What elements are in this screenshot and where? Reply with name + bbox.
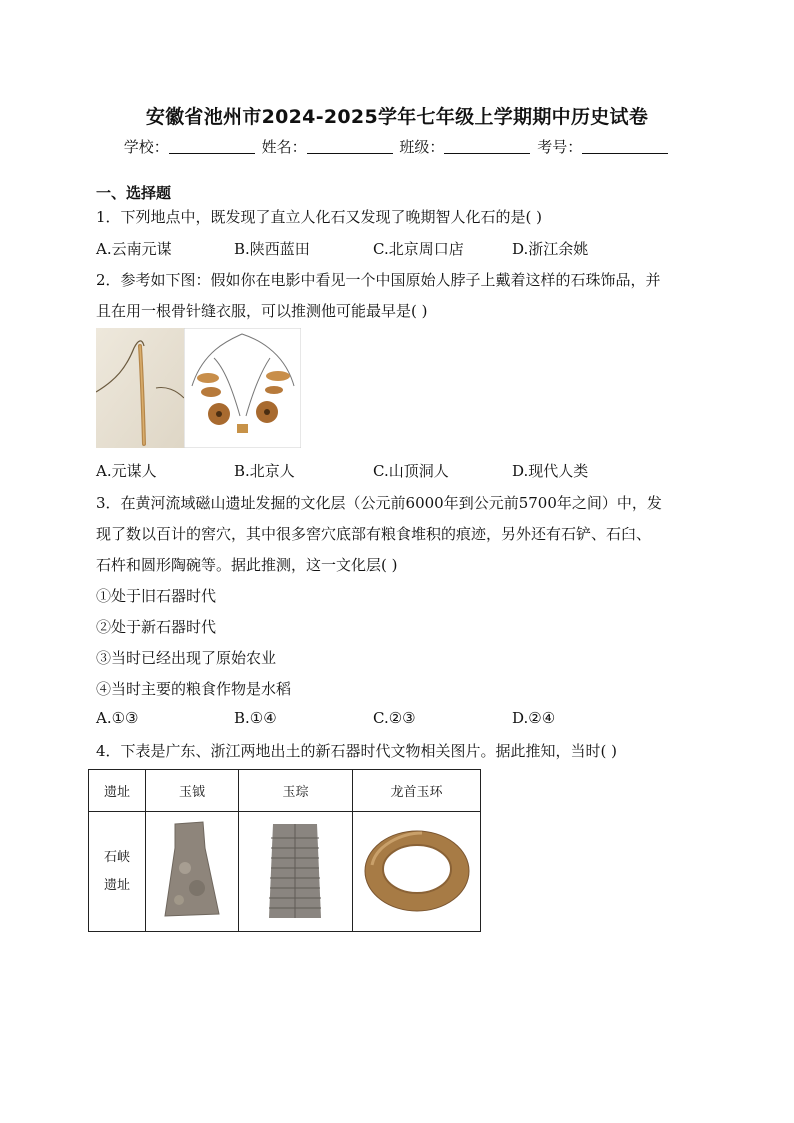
- number-label: 考号：: [537, 138, 583, 156]
- q3-statement-2: ②处于新石器时代: [96, 618, 217, 636]
- site-name-line1: 石峡: [103, 849, 130, 865]
- student-info-line: [0, 136, 794, 157]
- stone-bead-necklace-image: [184, 328, 301, 448]
- relics-table-row: [89, 812, 481, 932]
- jade-cong-image: [257, 818, 335, 922]
- q2-option-b: B.北京人: [234, 462, 295, 480]
- q4-stem: 4．下表是广东、浙江两地出土的新石器时代文物相关图片。据此推知，当时( ): [96, 742, 618, 760]
- header-jade-axe: 玉钺: [146, 770, 239, 812]
- header-site: 遗址: [89, 770, 146, 812]
- dragon-jade-ring-cell: [353, 812, 481, 932]
- school-label: 学校：: [123, 138, 169, 156]
- q3-statement-1: ①处于旧石器时代: [96, 587, 217, 605]
- q3-statement-3: ③当时已经出现了原始农业: [96, 649, 277, 667]
- site-name-cell: [89, 812, 146, 932]
- q2-option-d: D.现代人类: [512, 462, 589, 480]
- number-blank[interactable]: [582, 139, 668, 154]
- q1-option-b: B.陕西蓝田: [234, 240, 310, 258]
- q1-option-c: C.北京周口店: [373, 240, 464, 258]
- q1-option-d: D.浙江余姚: [512, 240, 589, 258]
- jade-cong-cell: [239, 812, 353, 932]
- name-blank[interactable]: [307, 139, 393, 154]
- section-title: 一、选择题: [96, 184, 172, 202]
- name-label: 姓名：: [261, 138, 307, 156]
- q2-stem-line2: 且在用一根骨针缝衣服，可以推测他可能最早是( ): [96, 302, 428, 320]
- q3-stem-line2: 现了数以百计的窖穴，其中很多窖穴底部有粮食堆积的痕迹，另外还有石铲、石臼、: [96, 525, 652, 543]
- dragon-jade-ring-image: [362, 825, 472, 915]
- jade-axe-cell: [146, 812, 239, 932]
- header-dragon-jade-ring: 龙首玉环: [353, 770, 481, 812]
- q2-stem-line1: 2．参考如下图：假如你在电影中看见一个中国原始人脖子上戴着这样的石珠饰品，并: [96, 271, 661, 289]
- q2-option-c: C.山顶洞人: [373, 462, 449, 480]
- q3-statement-4: ④当时主要的粮食作物是水稻: [96, 680, 292, 698]
- q3-option-b: B.①④: [234, 709, 277, 727]
- class-label: 班级：: [399, 138, 445, 156]
- jade-axe-image: [157, 818, 227, 922]
- q2-option-a: A.元谋人: [96, 462, 157, 480]
- site-name-line2: 遗址: [103, 877, 130, 893]
- q3-stem-line3: 石杵和圆形陶碗等。据此推测，这一文化层( ): [96, 556, 398, 574]
- q3-option-d: D.②④: [512, 709, 556, 727]
- q3-stem-line1: 3．在黄河流域磁山遗址发掘的文化层（公元前6000年到公元前5700年之间）中，发: [96, 494, 662, 512]
- q3-option-a: A.①③: [96, 709, 139, 727]
- q1-stem: 1．下列地点中，既发现了直立人化石又发现了晚期智人化石的是( ): [96, 208, 543, 226]
- bone-needle-image: [96, 328, 184, 448]
- relics-table: [88, 769, 481, 932]
- exam-title: 安徽省池州市2024-2025学年七年级上学期期中历史试卷: [145, 106, 649, 128]
- class-blank[interactable]: [444, 139, 530, 154]
- school-blank[interactable]: [169, 139, 255, 154]
- header-jade-cong: 玉琮: [239, 770, 353, 812]
- q3-option-c: C.②③: [373, 709, 416, 727]
- q1-option-a: A.云南元谋: [96, 240, 172, 258]
- relics-table-header-row: [89, 770, 481, 812]
